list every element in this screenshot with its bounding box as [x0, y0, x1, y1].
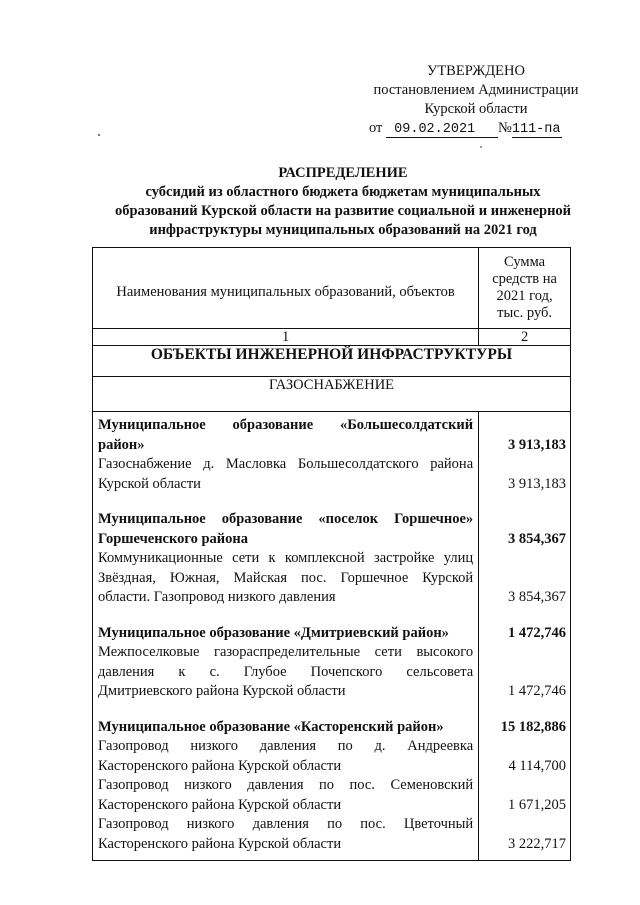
object-description-line: Касторенского района Курской области	[98, 757, 342, 774]
spacer	[93, 608, 478, 624]
empty-cell	[479, 815, 570, 835]
object-description-line: Коммуникационные сети к комплексной застройке улиц	[98, 550, 474, 566]
column-header-amount	[479, 248, 571, 329]
amounts-column	[479, 412, 571, 861]
approval-date: 09.02.2021	[386, 122, 498, 138]
empty-cell	[479, 776, 570, 796]
municipality-name-line: Муниципальное образование «Касторенский район»	[98, 718, 444, 735]
approval-line: Курской области	[424, 101, 528, 117]
object-description-line: Газоснабжение д. Масловка Большесолдатского района	[98, 456, 474, 472]
object-amount: 1 671,205	[508, 796, 566, 813]
empty-cell	[479, 416, 570, 436]
municipality-total: 15 182,886	[500, 718, 566, 735]
title-line: инфраструктуры муниципальных образований на 2021 год	[149, 222, 537, 238]
header-line: Сумма	[504, 254, 546, 270]
header-line: средств на	[492, 271, 557, 287]
subsection-title: ГАЗОСНАБЖЕНИЕ	[93, 377, 571, 412]
empty-cell	[479, 569, 570, 589]
column-number-row	[93, 329, 571, 346]
object-amount: 4 114,700	[508, 757, 566, 774]
header-line: 2021 год,	[496, 288, 553, 304]
empty-cell	[479, 549, 570, 569]
municipality-total: 3 913,183	[508, 436, 566, 453]
column-header-name: Наименования муниципальных образований, объектов	[93, 248, 479, 329]
table-body-row	[93, 412, 571, 861]
title-line: субсидий из областного бюджета бюджетам муниципальных	[145, 184, 541, 200]
approval-line: постановлением Администрации	[373, 82, 579, 98]
title-main: РАСПРЕДЕЛЕНИЕ	[278, 165, 408, 181]
object-description-line: Касторенского района Курской области	[98, 835, 342, 852]
column-number: 1	[93, 329, 479, 346]
date-prefix: от	[369, 120, 383, 136]
object-amount: 3 222,717	[508, 835, 566, 852]
number-prefix: №	[498, 120, 512, 136]
distribution-table	[92, 247, 571, 861]
object-description-line: Дмитриевского района Курской области	[98, 683, 346, 699]
scan-speck	[480, 146, 482, 148]
object-description-line: Газопровод низкого давления по д. Андреевка	[98, 738, 474, 754]
object-description-line: Звёздная, Южная, Майская пос. Горшечное Курской	[98, 569, 474, 586]
document-title	[88, 164, 598, 240]
object-description-line: давления к с. Глубое Почепского сельсовета	[98, 663, 474, 680]
object-description-line: Газопровод низкого давления по пос. Семеновский	[98, 777, 474, 793]
names-column	[93, 412, 479, 861]
municipality-name-line: Муниципальное образование «поселок Горшечное»	[98, 511, 474, 527]
header-line: тыс. руб.	[497, 305, 553, 321]
approval-stamp	[356, 62, 596, 138]
object-description-line: Газопровод низкого давления по пос. Цветочный	[98, 816, 474, 832]
empty-cell	[479, 455, 570, 475]
object-amount: 3 913,183	[508, 475, 566, 492]
scan-speck	[98, 134, 100, 136]
spacer	[93, 702, 478, 718]
municipality-name-line: Горшеченского района	[98, 530, 249, 547]
object-description-line: Касторенского района Курской области	[98, 796, 342, 813]
approval-number: 111-па	[511, 122, 561, 137]
object-amount: 3 854,367	[508, 589, 566, 605]
spacer	[479, 494, 570, 510]
municipality-name-line: Муниципальное образование «Дмитриевский район»	[98, 624, 449, 641]
municipality-name-line: район»	[98, 436, 145, 453]
column-number: 2	[479, 329, 571, 346]
empty-cell	[479, 643, 570, 663]
spacer	[93, 494, 478, 510]
spacer	[479, 702, 570, 718]
spacer	[93, 854, 478, 860]
title-line: образований Курской области на развитие социальной и инженерной	[114, 203, 572, 219]
approval-date-line	[356, 119, 596, 138]
municipality-total: 3 854,367	[508, 530, 566, 547]
object-description-line: Курской области	[98, 475, 201, 492]
object-description-line: области. Газопровод низкого давления	[98, 589, 336, 605]
municipality-name-line: Муниципальное образование «Большесолдатский	[98, 417, 474, 433]
empty-cell	[479, 510, 570, 530]
table-header-row	[93, 248, 571, 329]
approval-heading: УТВЕРЖДЕНО	[427, 63, 525, 79]
spacer	[479, 854, 570, 860]
object-amount: 1 472,746	[508, 683, 566, 699]
section-row	[93, 346, 571, 377]
empty-cell	[479, 737, 570, 757]
empty-cell	[479, 663, 570, 683]
section-title: ОБЪЕКТЫ ИНЖЕНЕРНОЙ ИНФРАСТРУКТУРЫ	[93, 346, 571, 377]
spacer	[479, 608, 570, 624]
subsection-row	[93, 377, 571, 412]
object-description-line: Межпоселковые газораспределительные сети высокого	[98, 644, 474, 660]
municipality-total: 1 472,746	[508, 624, 566, 641]
